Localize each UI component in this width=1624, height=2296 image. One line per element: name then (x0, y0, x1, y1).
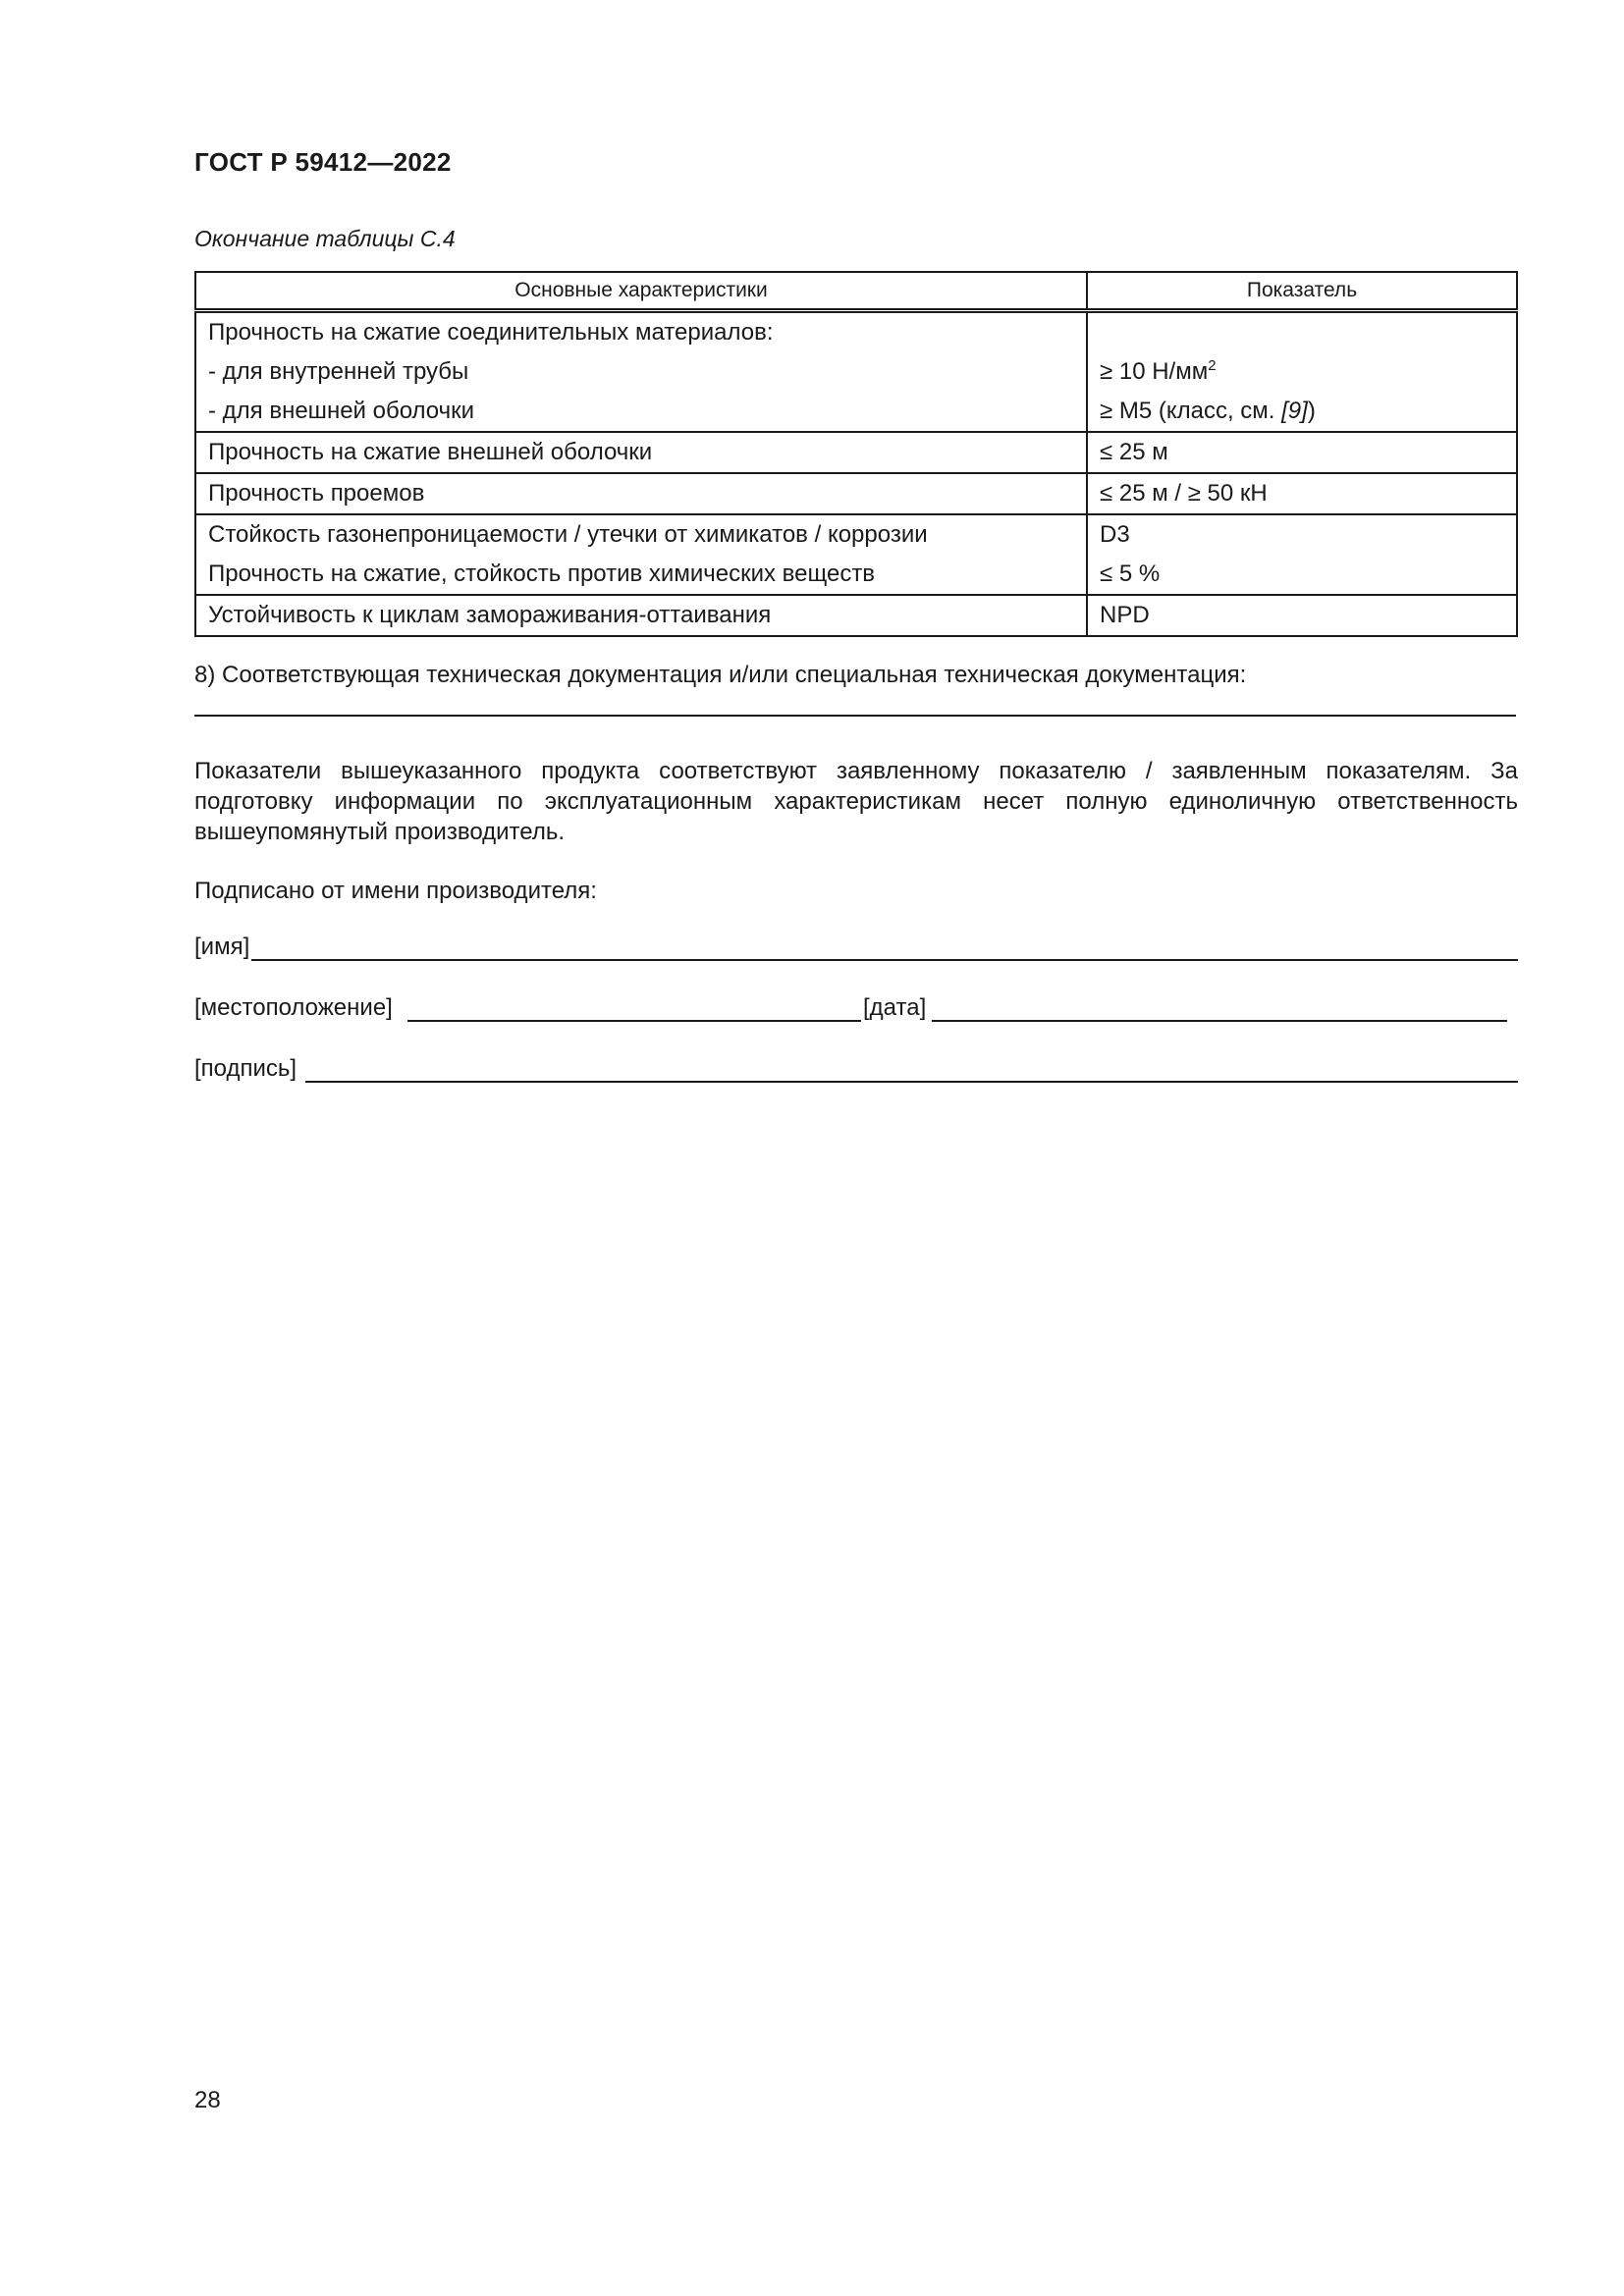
characteristic-line: Прочность на сжатие соединительных материалов: (208, 319, 774, 346)
declaration-paragraph: Показатели вышеуказанного продукта соответствуют заявленному показателю / заявленным показателям. За подготовку информации по эксплуатационным характеристикам несет полную единоличную ответственность вышеупомянутый производитель. (194, 758, 1518, 845)
value-line: NPD (1100, 602, 1150, 628)
value-line: ≤ 25 м (1100, 439, 1168, 465)
value-text: ) (1307, 398, 1316, 424)
characteristic-cell (195, 595, 1087, 636)
characteristic-line: Устойчивость к циклам замораживания-оттаивания (208, 602, 772, 628)
characteristic-cell (195, 311, 1087, 433)
location-fill-line (407, 1020, 861, 1022)
table-row (195, 311, 1517, 433)
reference-link: [9] (1281, 398, 1308, 424)
characteristic-line: Прочность на сжатие, стойкость против химических веществ (208, 561, 876, 587)
table-header-row (195, 272, 1517, 311)
value-line: ≤ 25 м / ≥ 50 кН (1100, 480, 1268, 507)
table-row (195, 514, 1517, 595)
name-label: [имя] (194, 934, 250, 960)
value-cell (1087, 432, 1517, 473)
column-header-value: Показатель (1087, 272, 1517, 311)
characteristics-table (194, 271, 1518, 637)
table-row (195, 432, 1517, 473)
table-row (195, 473, 1517, 514)
signed-on-behalf-text: Подписано от имени производителя: (194, 878, 597, 904)
characteristic-line: Стойкость газонепроницаемости / утечки от химикатов / коррозии (208, 521, 928, 548)
value-line: D3 (1100, 521, 1130, 548)
value-text: ≥ 10 Н/мм (1100, 358, 1209, 385)
value-cell (1087, 311, 1517, 433)
superscript: 2 (1208, 357, 1217, 374)
value-cell (1087, 514, 1517, 595)
characteristic-line: - для внутренней трубы (208, 358, 469, 385)
section-8-text: 8) Соответствующая техническая документация и/или специальная техническая документация: (194, 662, 1247, 688)
value-cell (1087, 473, 1517, 514)
value-text: ≥ М5 (класс, см. (1100, 398, 1282, 424)
location-label: [местоположение] (194, 994, 393, 1021)
page-number: 28 (194, 2087, 221, 2113)
signature-fill-line (305, 1081, 1518, 1083)
value-line (1100, 392, 1504, 431)
column-header-characteristics: Основные характеристики (195, 272, 1087, 311)
value-line (1100, 352, 1504, 392)
characteristic-line: Прочность на сжатие внешней оболочки (208, 439, 653, 465)
value-cell (1087, 595, 1517, 636)
characteristic-line: - для внешней оболочки (208, 398, 475, 424)
date-fill-line (932, 1020, 1507, 1022)
table-caption: Окончание таблицы С.4 (194, 226, 456, 251)
section-8-fill-line (194, 715, 1516, 717)
characteristic-cell (195, 473, 1087, 514)
characteristic-line: Прочность проемов (208, 480, 425, 507)
date-label: [дата] (863, 994, 927, 1021)
characteristic-cell (195, 514, 1087, 595)
document-id: ГОСТ Р 59412—2022 (194, 147, 452, 177)
value-line: ≤ 5 % (1100, 561, 1161, 587)
table-row (195, 595, 1517, 636)
characteristic-cell (195, 432, 1087, 473)
name-fill-line (251, 959, 1518, 961)
value-line-empty (1100, 313, 1504, 352)
signature-label: [подпись] (194, 1055, 298, 1082)
